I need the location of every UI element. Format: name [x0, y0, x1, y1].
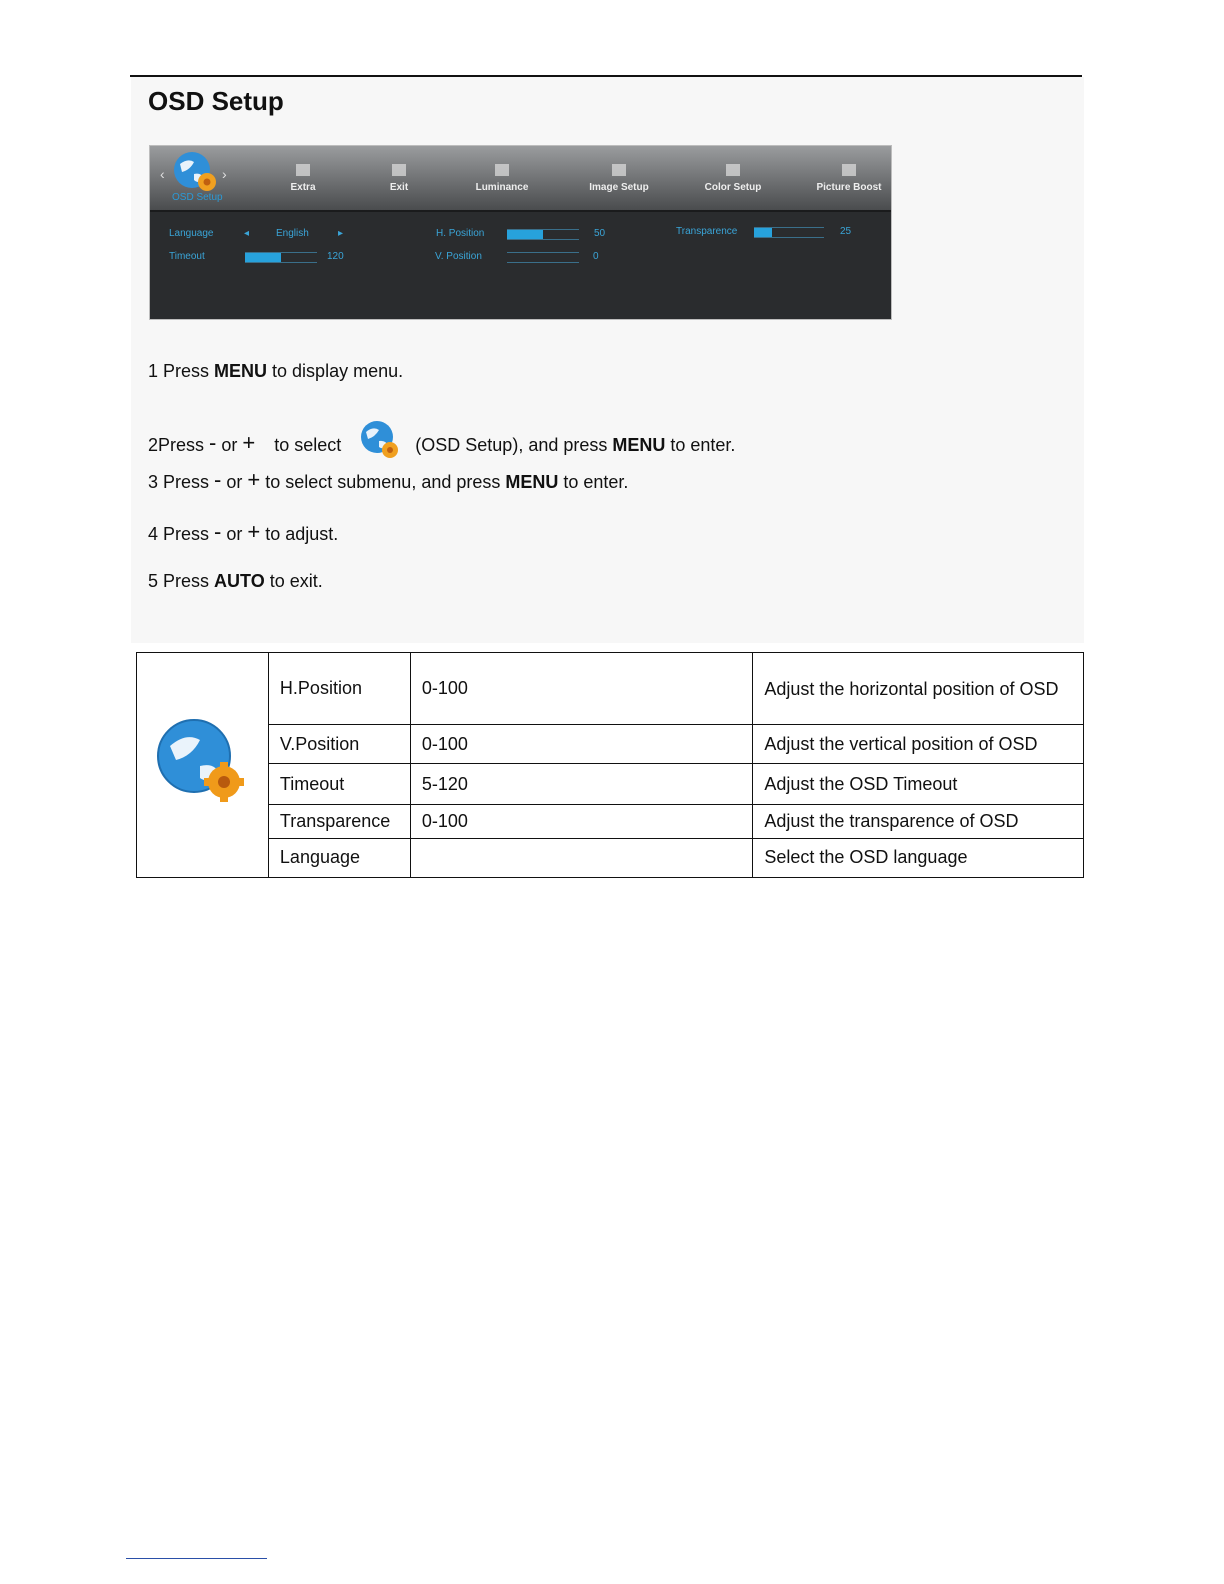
osd-hposition-label: H. Position	[436, 228, 485, 239]
step-4: 4 Press - or + to adjust.	[148, 519, 339, 544]
step-2: 2Press - or + to select (OSD Setup), and press MENU to enter.	[148, 419, 735, 461]
osd-timeout-value: 120	[327, 251, 344, 262]
osd-tab-image-setup: Image Setup	[569, 164, 669, 193]
table-desc: Adjust the vertical position of OSD	[753, 725, 1084, 764]
table-row	[137, 804, 1084, 838]
image-icon	[612, 164, 626, 176]
table-range: 0-100	[410, 725, 752, 764]
table-item: V.Position	[268, 725, 410, 764]
footer-rule	[126, 1558, 267, 1559]
step-1: 1 Press MENU to display menu.	[148, 361, 404, 381]
osd-tab-bar	[150, 146, 891, 210]
table-row	[137, 653, 1084, 725]
table-range	[410, 838, 752, 877]
table-desc: Adjust the transparence of OSD	[753, 804, 1084, 838]
palette-icon	[726, 164, 740, 176]
step-3: 3 Press - or + to select submenu, and press MENU to enter.	[148, 467, 629, 492]
osd-transparence-label: Transparence	[676, 226, 738, 237]
osd-language-label: Language	[169, 228, 214, 239]
osd-hposition-value: 50	[594, 228, 606, 239]
osd-vposition-label: V. Position	[435, 251, 482, 262]
table-row	[137, 838, 1084, 877]
osd-timeout-bar	[245, 252, 317, 263]
osd-active-tab-label: OSD Setup	[172, 192, 223, 203]
caret-right-icon: ▸	[338, 228, 344, 239]
page-title: OSD Setup	[148, 86, 284, 116]
osd-tab-extra: Extra	[253, 164, 353, 193]
table-range: 0-100	[410, 804, 752, 838]
globe-gear-icon	[358, 419, 402, 461]
table-range: 0-100	[410, 653, 752, 725]
osd-hposition-bar	[507, 229, 579, 240]
osd-tab-picture-boost: Picture Boost	[799, 164, 892, 193]
globe-gear-icon	[156, 718, 248, 808]
exit-icon	[392, 164, 406, 176]
table-desc: Adjust the horizontal position of OSD	[753, 653, 1084, 725]
globe-gear-icon	[172, 150, 220, 194]
table-desc: Adjust the OSD Timeout	[753, 764, 1084, 804]
osd-language-value: English	[276, 228, 309, 239]
table-item: Transparence	[268, 804, 410, 838]
table-item: Language	[268, 838, 410, 877]
plus-icon: +	[247, 467, 261, 492]
osd-tab-exit: Exit	[349, 164, 449, 193]
table-desc: Select the OSD language	[753, 838, 1084, 877]
minus-icon: -	[214, 519, 222, 544]
table-row	[137, 725, 1084, 764]
osd-screenshot	[149, 145, 892, 320]
osd-settings-table	[136, 652, 1084, 878]
plus-icon: +	[242, 430, 256, 455]
osd-tab-luminance: Luminance	[452, 164, 552, 193]
minus-icon: -	[214, 467, 222, 492]
osd-transparence-bar	[754, 227, 824, 238]
table-item: H.Position	[268, 653, 410, 725]
osd-active-tab	[160, 148, 230, 206]
chevron-right-icon: ›	[222, 166, 227, 182]
osd-transparence-fill	[754, 228, 772, 237]
osd-divider	[150, 210, 891, 212]
caret-left-icon: ◂	[244, 228, 250, 239]
chevron-left-icon: ‹	[160, 166, 165, 182]
osd-transparence-value: 25	[840, 226, 852, 237]
step-5: 5 Press AUTO to exit.	[148, 571, 323, 591]
osd-vposition-value: 0	[593, 251, 599, 262]
table-range: 5-120	[410, 764, 752, 804]
osd-hposition-fill	[507, 230, 543, 239]
table-row	[137, 764, 1084, 804]
osd-tab-color-setup: Color Setup	[683, 164, 783, 193]
table-item: Timeout	[268, 764, 410, 804]
osd-vposition-bar	[507, 252, 579, 263]
table-icon-cell	[137, 653, 269, 878]
minus-icon: -	[209, 430, 217, 455]
sun-icon	[495, 164, 509, 176]
picture-icon	[842, 164, 856, 176]
osd-timeout-fill	[245, 253, 281, 262]
osd-timeout-label: Timeout	[169, 251, 205, 262]
plus-icon: +	[247, 519, 261, 544]
extra-icon	[296, 164, 310, 176]
